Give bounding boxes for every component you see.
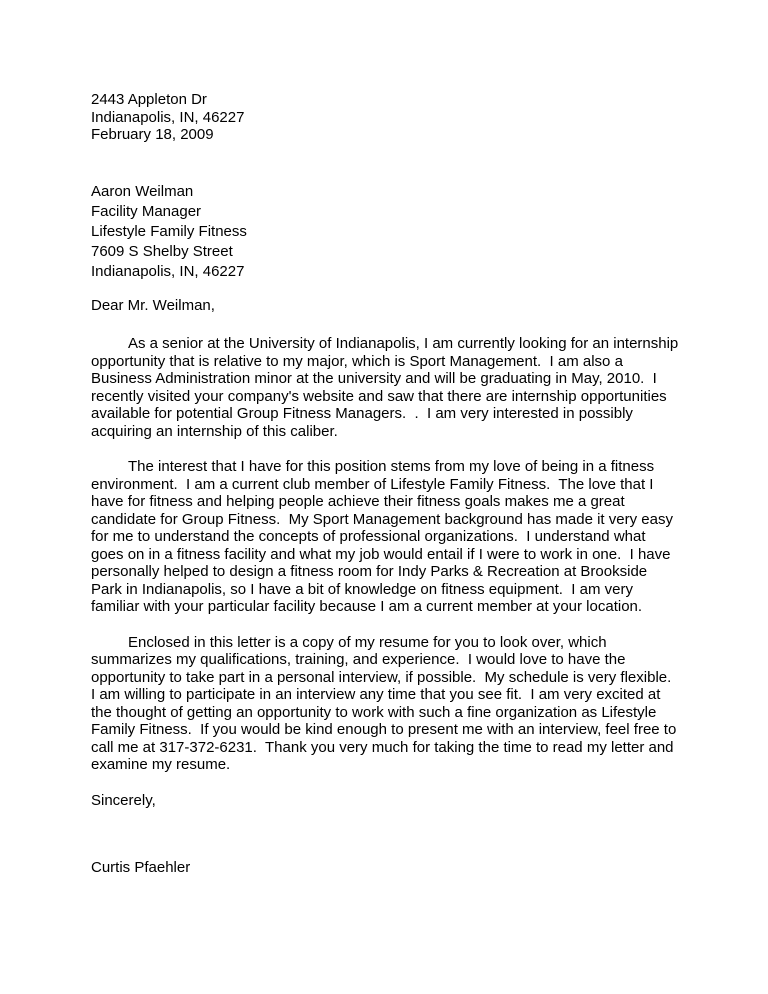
salutation: Dear Mr. Weilman,: [91, 296, 215, 314]
recipient-address-block: [91, 182, 679, 282]
signature-name: Curtis Pfaehler: [91, 859, 191, 876]
recipient-street: 7609 S Shelby Street: [91, 242, 233, 260]
paragraph-intro: As a senior at the University of Indianapolis, I am currently looking for an internship opportunity that is relative to my major, which is Sport Management. I am also a Business Administration minor at the university and will be graduating in May, 2010. I recently visited your company's website and saw that there are internship opportunities available for potential Group Fitness Managers. . I am very interested in possibly acquiring an internship of this caliber.: [91, 335, 683, 440]
sender-address-block: [91, 91, 679, 144]
recipient-name: Aaron Weilman: [91, 182, 194, 200]
sender-street: 2443 Appleton Dr: [91, 91, 207, 108]
sender-city: Indianapolis, IN, 46227: [91, 108, 245, 126]
recipient-title: Facility Manager: [91, 202, 202, 220]
recipient-company: Lifestyle Family Fitness: [91, 222, 247, 240]
recipient-city: Indianapolis, IN, 46227: [91, 262, 245, 280]
paragraph-interest: The interest that I have for this position stems from my love of being in a fitness environment. I am a current club member of Lifestyle Family Fitness. The love that I have for fitness and helping people achieve their fitness goals makes me a great candidate for Group Fitness. My Sport Management background has made it very easy for me to understand the concepts of professional organizations. I understand what goes on in a fitness facility and what my job would entail if I were to work in one. I have personally helped to design a fitness room for Indy Parks & Recreation at Brookside Park in Indianapolis, so I have a bit of knowledge on fitness equipment. I am very familiar with your particular facility because I am a current member at your location.: [91, 458, 678, 615]
letter-date: February 18, 2009: [91, 126, 214, 143]
closing: Sincerely,: [91, 791, 156, 809]
letter-body: [91, 91, 683, 877]
paragraph-resume: Enclosed in this letter is a copy of my resume for you to look over, which summarizes my qualifications, training, and experience. I would love to have the opportunity to take part in a personal interview, if possible. My schedule is very flexible. I am willing to participate in an interview any time that you see fit. I am very excited at the thought of getting an opportunity to work with such a fine organization as Lifestyle Family Fitness. If you would be kind enough to present me with an interview, feel free to call me at 317-372-6231. Thank you very much for taking the time to read my letter and examine my resume.: [91, 633, 681, 773]
